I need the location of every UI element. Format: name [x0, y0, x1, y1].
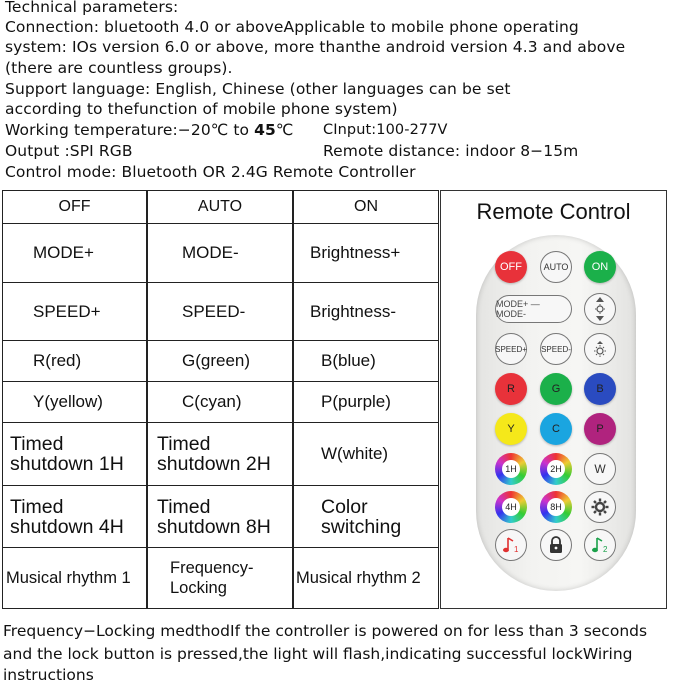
header-off: OFF [2, 190, 147, 224]
brightness-minus-button[interactable] [584, 333, 616, 365]
speed-plus-button[interactable]: SPEED+ [495, 333, 527, 365]
timer-8h-label: 8H [547, 498, 565, 516]
sun-icon [590, 339, 610, 359]
timer-2h-button[interactable] [540, 453, 572, 485]
yellow-button[interactable]: Y [495, 413, 527, 445]
spec-connection: Connection: bluetooth 4.0 or aboveApplicable to mobile phone operating [5, 18, 579, 36]
purple-button[interactable]: P [584, 413, 616, 445]
temp-label: Working temperature:−20℃ to [5, 121, 255, 139]
spec-remote-distance: Remote distance: indoor 8−15m [323, 142, 579, 160]
music-1-button[interactable] [495, 529, 527, 561]
function-table [2, 190, 439, 609]
lock-icon [547, 535, 565, 555]
cell-frequency-locking: Frequency-Locking [147, 547, 293, 609]
cell-color-switching: Color switching [293, 485, 439, 548]
spec-title: Technical parameters: [5, 0, 179, 16]
cell-purple: P(purple) [293, 381, 439, 423]
spec-language-cont: according to thefunction of mobile phone system) [5, 100, 398, 118]
brightness-toggle-button[interactable] [584, 293, 616, 325]
cell-speed-minus: SPEED- [147, 282, 293, 341]
red-button[interactable]: R [495, 373, 527, 405]
svg-text:2: 2 [603, 545, 608, 554]
spec-groups: (there are countless groups). [5, 59, 233, 77]
cell-speed-plus: SPEED+ [2, 282, 147, 341]
remote-body [476, 235, 636, 591]
blue-button[interactable]: B [584, 373, 616, 405]
cell-musical-rhythm-2: Musical rhythm 2 [293, 547, 439, 609]
cyan-button[interactable]: C [540, 413, 572, 445]
timer-1h-label: 1H [502, 460, 520, 478]
music-2-button[interactable] [584, 529, 616, 561]
temp-unit: ℃ [275, 121, 294, 139]
off-button[interactable]: OFF [495, 251, 527, 283]
footer-line-1: Frequency−Locking medthodIf the controller is powered on for less than 3 seconds [3, 622, 648, 640]
spec-control-mode: Control mode: Bluetooth OR 2.4G Remote Controller [5, 163, 416, 181]
cell-blue: B(blue) [293, 340, 439, 382]
cell-cyan: C(cyan) [147, 381, 293, 423]
header-on: ON [293, 190, 439, 224]
color-switch-button[interactable] [584, 491, 616, 523]
timer-4h-label: 4H [502, 498, 520, 516]
temp-high: 45 [254, 121, 276, 139]
cell-shutdown-8h: Timed shutdown 8H [147, 485, 293, 548]
footer-text [3, 620, 675, 687]
cell-white: W(white) [293, 422, 439, 486]
cell-green: G(green) [147, 340, 293, 382]
timer-1h-button[interactable] [495, 453, 527, 485]
cell-red: R(red) [2, 340, 147, 382]
lock-button[interactable] [540, 529, 572, 561]
timer-4h-button[interactable] [495, 491, 527, 523]
remote-panel [440, 190, 667, 609]
remote-title: Remote Control [476, 199, 631, 224]
spec-language: Support language: English, Chinese (other languages can be set [5, 80, 511, 98]
footer-line-3: instructions [3, 666, 94, 684]
brightness-icon [590, 296, 610, 322]
music-note-green-icon [591, 535, 609, 555]
cell-brightness-minus: Brightness- [293, 282, 439, 341]
gear-icon [590, 497, 610, 517]
spec-output: Output :SPI RGB [5, 142, 133, 160]
cell-mode-plus: MODE+ [2, 223, 147, 283]
mode-pill-button[interactable]: MODE+ — MODE- [495, 295, 572, 323]
spec-system: system: IOs version 6.0 or above, more thanthe android version 4.3 and above [5, 38, 626, 56]
header-auto: AUTO [147, 190, 293, 224]
timer-8h-button[interactable] [540, 491, 572, 523]
music-note-red-icon [502, 535, 520, 555]
cell-mode-minus: MODE- [147, 223, 293, 283]
cell-yellow: Y(yellow) [2, 381, 147, 423]
spec-temperature [5, 120, 293, 140]
speed-minus-button[interactable]: SPEED- [540, 333, 572, 365]
svg-text:1: 1 [514, 545, 519, 554]
cell-shutdown-4h: Timed shutdown 4H [2, 485, 147, 548]
cell-shutdown-1h: Timed shutdown 1H [2, 422, 147, 486]
green-button[interactable]: G [540, 373, 572, 405]
white-button[interactable]: W [584, 453, 616, 485]
footer-line-2: and the lock button is pressed,the light will flash,indicating successful lockWiring [3, 645, 633, 663]
cell-brightness-plus: Brightness+ [293, 223, 439, 283]
timer-2h-label: 2H [547, 460, 565, 478]
spec-input: CInput:100-277V [323, 122, 448, 138]
auto-button[interactable]: AUTO [540, 251, 572, 283]
cell-shutdown-2h: Timed shutdown 2H [147, 422, 293, 486]
on-button[interactable]: ON [584, 251, 616, 283]
cell-musical-rhythm-1: Musical rhythm 1 [2, 547, 147, 609]
